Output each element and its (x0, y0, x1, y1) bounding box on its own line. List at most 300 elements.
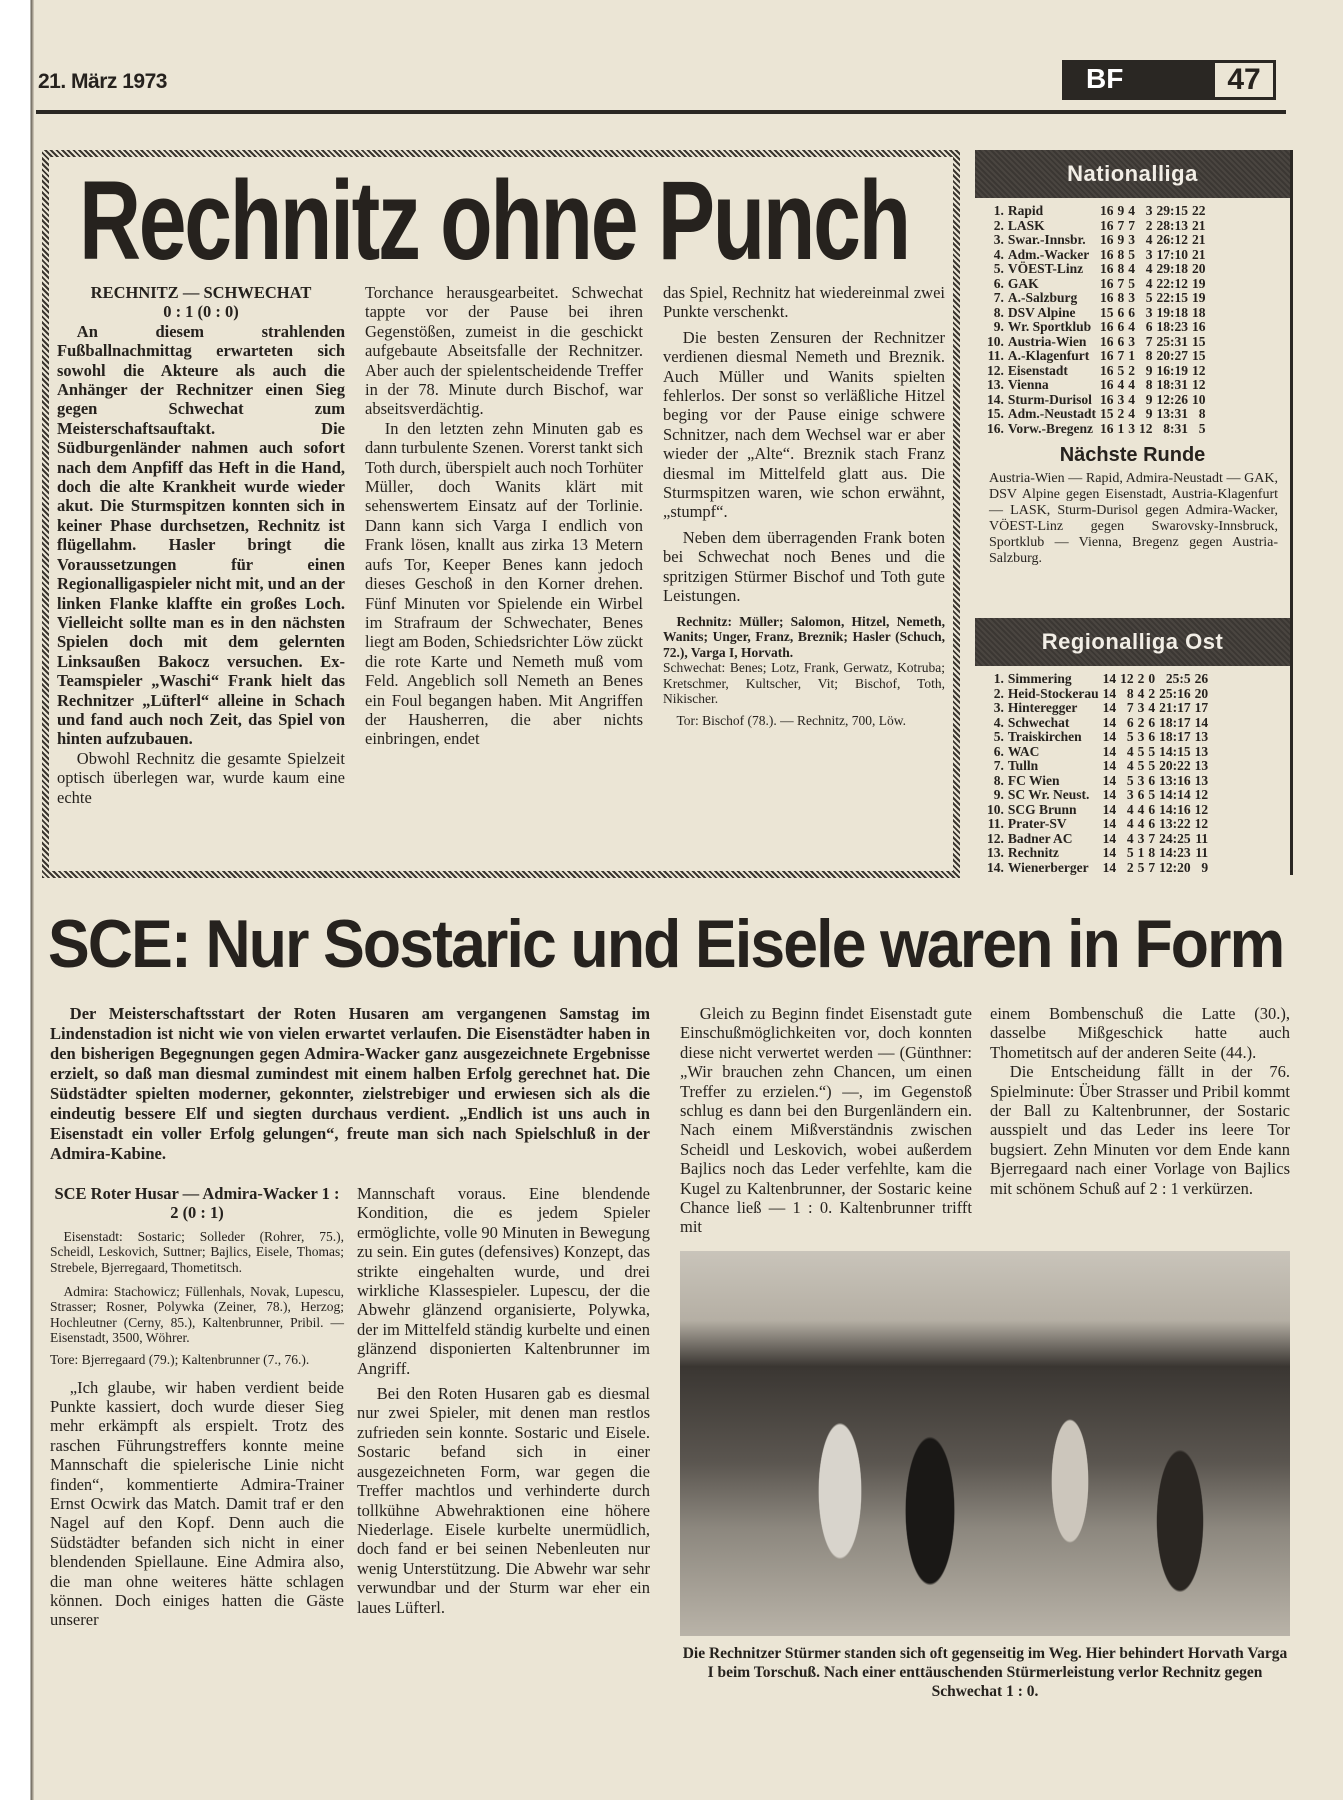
lineup-rechnitz: Rechnitz: Müller; Salomon, Hitzel, Nemeth, Wanits; Unger, Franz, Breznik; Hasler (Schuch, 72.), Varga I, Horvath. (663, 613, 945, 660)
page-body (0, 150, 1343, 1701)
won-cell: 5 (1126, 729, 1134, 744)
standings-row (985, 774, 1210, 789)
standings-row (985, 248, 1208, 263)
team-cell: Heid-Stockerau (1007, 685, 1099, 701)
played-cell: 14 (1102, 729, 1117, 744)
drawn-cell: 3 (1128, 420, 1136, 436)
won-cell: 5 (1126, 772, 1134, 788)
rank-cell: 4. (993, 714, 1004, 730)
drawn-cell: 5 (1137, 758, 1145, 773)
drawn-cell: 1 (1137, 845, 1145, 860)
drawn-cell: 5 (1137, 743, 1145, 759)
rank-cell: 14. (987, 859, 1004, 875)
lost-cell: 4 (1145, 261, 1153, 276)
points-cell: 8 (1198, 406, 1206, 421)
goals-cell: 26:12 (1156, 232, 1189, 247)
lost-cell: 6 (1148, 714, 1156, 730)
standings-row (985, 788, 1210, 803)
team-cell: Rechnitz (1007, 845, 1059, 860)
regionalliga-standings (975, 618, 1293, 875)
drawn-cell: 3 (1137, 729, 1145, 744)
team-cell: SCG Brunn (1007, 801, 1077, 817)
goals-cell: 20:22 (1159, 758, 1191, 773)
paragraph: Bei den Roten Husaren gab es diesmal nur zwei Spieler, mit denen man restlos zufrieden sein konnte. Sostaric und Eisele. Sostaric befand sich in einer ausgezeichneten Form, war gegen die Treffer machtlos und verhinderte durch tollkühne Abwehraktionen eine höhere Niederlage. Eisele kurbelte unermüdlich, doch fand er bei seinen Nebenleuten nur wenig Unterstützung. Die Abwehr war sehr verwundbar und der Sturm war eher ein laues Lüfterl. (357, 1384, 650, 1617)
drawn-cell: 6 (1137, 787, 1145, 802)
team-cell: WAC (1007, 743, 1040, 759)
rank-cell: 4. (993, 246, 1004, 262)
rank-cell: 1. (993, 203, 1004, 218)
played-cell: 16 (1100, 290, 1114, 305)
lost-cell: 2 (1145, 217, 1153, 233)
points-cell: 12 (1194, 816, 1209, 831)
rank-cell: 8. (993, 772, 1004, 788)
played-cell: 14 (1102, 743, 1117, 759)
page-number: 47 (1212, 60, 1276, 100)
team-cell: Badner AC (1007, 830, 1073, 846)
paragraph: In den letzten zehn Minuten gab es dann turbulente Szenen. Vorerst tankt sich Toth durch, überspielt auch noch Torhüter Müller, doch Wanits klärt mit sehenswertem Einsatz auf der Torlinie. Dann kann sich Varga I endlich von Frank lösen, knallt aus zirka 13 Metern aufs Tor, Keeper Benes kann jedoch dieses Geschoß in den Korner drehen. Fünf Minuten vor Spielende ein Wirbel im Strafraum der Schwechater, Benes liegt am Boden, Schiedsrichter Löw zückt die rote Karte und Nemeth muß vom Feld. Angeblich soll Nemeth an Benes ein Foul begangen haben. Mit Angriffen der Hausherren, die aber nichts einbringen, endet (365, 418, 643, 749)
standings-row (985, 422, 1208, 437)
standings-row (985, 320, 1208, 335)
played-cell: 16 (1100, 420, 1114, 436)
lost-cell: 9 (1145, 406, 1153, 421)
team-cell: LASK (1007, 217, 1045, 233)
goals-cell: 17:10 (1156, 246, 1189, 262)
team-cell: Wienerberger (1007, 859, 1089, 875)
standings-row (985, 730, 1210, 745)
played-cell: 16 (1100, 217, 1114, 233)
standings-row (985, 364, 1208, 379)
won-cell: 4 (1126, 801, 1134, 817)
goals-cell: 12:26 (1156, 391, 1189, 407)
rank-cell: 13. (987, 845, 1004, 860)
points-cell: 21 (1192, 246, 1206, 262)
played-cell: 16 (1100, 391, 1114, 407)
played-cell: 14 (1102, 671, 1117, 686)
goals-cell: 25:5 (1165, 671, 1191, 686)
article-headline: Rechnitz ohne Punch (79, 158, 909, 283)
played-cell: 16 (1100, 362, 1114, 378)
next-round-title: Nächste Runde (1059, 444, 1206, 466)
points-cell: 13 (1194, 758, 1209, 773)
lost-cell: 3 (1145, 304, 1153, 320)
won-cell: 5 (1117, 362, 1125, 378)
lost-cell: 6 (1145, 319, 1153, 334)
article-column-3 (663, 283, 945, 729)
points-cell: 12 (1192, 362, 1206, 378)
standings-row (985, 378, 1208, 393)
article-headline-2: SCE: Nur Sostaric und Eisele waren in Form (48, 906, 1284, 982)
lost-cell: 3 (1145, 246, 1153, 262)
drawn-cell: 4 (1128, 406, 1136, 421)
rank-cell: 2. (993, 685, 1004, 701)
paragraph: Gleich zu Beginn findet Eisenstadt gute Einschußmöglichkeiten vor, doch konnten diese nicht verwertet werden — (Günthner: „Wir brauchen zehn Chancen, um einen Treffer zu erzielen.“) —, im Gegenstoß schlug es dann bei den Burgenländern ein. Nach einem Mißverständnis zwischen Scheidl und Leskovich, wobei außerdem Bajlics noch das Leder verfehlte, kam die Kugel zu Kaltenbrunner, der Sostaric keine Chance ließ — 1 : 0. Kaltenbrunner trifft mit (680, 1004, 972, 1237)
won-cell: 6 (1117, 319, 1125, 334)
standings-row (985, 846, 1210, 861)
standings-row (985, 349, 1208, 364)
won-cell: 3 (1117, 391, 1125, 407)
points-cell: 12 (1194, 787, 1209, 802)
standings-row (985, 701, 1210, 716)
won-cell: 2 (1117, 406, 1125, 421)
goals-info: Tor: Bischof (78.). — Rechnitz, 700, Löw. (676, 713, 907, 729)
rank-cell: 12. (987, 362, 1004, 378)
goals-cell: 20:27 (1156, 348, 1189, 363)
lost-cell: 6 (1148, 772, 1156, 788)
points-cell: 13 (1194, 772, 1209, 788)
won-cell: 7 (1117, 348, 1125, 363)
won-cell: 7 (1117, 275, 1125, 291)
won-cell: 8 (1117, 261, 1125, 276)
points-cell: 20 (1194, 685, 1209, 701)
team-cell: Swar.-Innsbr. (1007, 232, 1086, 247)
goals-cell: 14:15 (1159, 743, 1191, 759)
lineup-schwechat: Schwechat: Benes; Lotz, Frank, Gerwatz, Kotruba; Kretschmer, Kultscher, Vit; Bischof, Toth, Nikischer. (663, 660, 945, 707)
rank-cell: 14. (987, 391, 1004, 407)
points-cell: 19 (1192, 290, 1206, 305)
paragraph: Mannschaft voraus. Eine blendende Kondition, die es jedem Spieler ermöglichte, volle 90 Minuten in Bewegung zu sein. Ein gutes (defensives) Konzept, das strikte eingehalten wurde, und drei wirkliche Klassespieler. Lupescu, der die Abwehr glänzend organisierte, Polywka, der im Mittelfeld ständig kurbelte und einen glänzend disponierten Kaltenbrunner im Angriff. (357, 1184, 650, 1378)
lost-cell: 6 (1148, 816, 1156, 831)
drawn-cell: 3 (1128, 290, 1136, 305)
lost-cell: 4 (1148, 700, 1156, 715)
won-cell: 6 (1117, 304, 1125, 320)
lost-cell: 5 (1148, 787, 1156, 802)
bottom-section (0, 1004, 1343, 1701)
drawn-cell: 2 (1128, 362, 1136, 378)
played-cell: 14 (1102, 801, 1117, 817)
won-cell: 6 (1126, 714, 1134, 730)
rank-cell: 6. (993, 275, 1004, 291)
points-cell: 5 (1198, 420, 1206, 436)
drawn-cell: 4 (1137, 801, 1145, 817)
standings-sidebar (975, 150, 1293, 875)
team-cell: VÖEST-Linz (1007, 261, 1084, 276)
standings-row (985, 407, 1208, 422)
rank-cell: 9. (993, 787, 1004, 802)
goals-cell: 18:17 (1159, 714, 1191, 730)
rank-cell: 11. (987, 816, 1004, 831)
goals-cell: 18:17 (1159, 729, 1191, 744)
won-cell: 2 (1126, 859, 1134, 875)
goals-cell: 21:17 (1159, 700, 1191, 715)
team-cell: Sturm-Durisol (1007, 391, 1092, 407)
paragraph: Torchance herausgearbeitet. Schwechat tappte vor der Pause bei ihren Gegenstößen, zumeist in die geschickt aufgebaute Abseitsfalle der Rechnitzer. Aber auch der spielentscheidende Treffer in der 78. Minute durch Bischof, war abseitsverdächtig. (365, 283, 643, 419)
rank-cell: 2. (993, 217, 1004, 233)
rank-cell: 5. (993, 261, 1004, 276)
rank-cell: 9. (993, 319, 1004, 334)
lost-cell: 7 (1145, 333, 1153, 349)
goals-cell: 12:20 (1159, 859, 1191, 875)
lineup-admira: Admira: Stachowicz; Füllenhals, Novak, Lupescu, Strasser; Rosner, Polywka (Zeiner, 78.), Herzog; Hochleutner (Cerny, 85.), Kaltenbrunner, Pribil. — Eisenstadt, 3500, Wöhrer. (50, 1283, 344, 1346)
drawn-cell: 2 (1137, 714, 1145, 730)
rank-cell: 7. (993, 290, 1004, 305)
rank-cell: 1. (993, 671, 1004, 686)
played-cell: 14 (1102, 845, 1117, 860)
article2-intro (50, 1004, 650, 1164)
nationalliga-standings (975, 150, 1293, 618)
goals-cell: 16:19 (1156, 362, 1189, 378)
played-cell: 16 (1100, 275, 1114, 291)
drawn-cell: 3 (1137, 772, 1145, 788)
team-cell: Rapid (1007, 203, 1044, 218)
match-title: SCE Roter Husar — Admira-Wacker 1 : 2 (0 : 1) (54, 1184, 340, 1223)
rank-cell: 6. (993, 743, 1004, 759)
standings-row (985, 393, 1208, 408)
rank-cell: 5. (993, 729, 1004, 744)
drawn-cell: 3 (1137, 830, 1145, 846)
goals-cell: 14:23 (1159, 845, 1191, 860)
paragraph: Neben dem überragenden Frank boten bei Schwechat noch Benes und die spritzigen Stürmer Bischof und Toth gute Leistungen. (663, 527, 945, 606)
points-cell: 26 (1194, 671, 1209, 686)
points-cell: 15 (1192, 348, 1206, 363)
drawn-cell: 5 (1128, 275, 1136, 291)
header-rule (36, 110, 1286, 114)
drawn-cell: 4 (1128, 391, 1136, 407)
team-cell: Tulln (1007, 758, 1039, 773)
points-cell: 14 (1194, 714, 1209, 730)
drawn-cell: 3 (1128, 232, 1136, 247)
article-rechnitz-box (42, 150, 960, 878)
lost-cell: 4 (1145, 275, 1153, 291)
played-cell: 16 (1100, 261, 1114, 276)
played-cell: 14 (1102, 859, 1117, 875)
played-cell: 14 (1102, 758, 1117, 773)
standings-row (985, 832, 1210, 847)
drawn-cell: 4 (1128, 203, 1136, 218)
won-cell: 4 (1126, 830, 1134, 846)
standings-row (985, 306, 1208, 321)
team-cell: Vorw.-Bregenz (1007, 420, 1093, 436)
lost-cell: 5 (1145, 290, 1153, 305)
won-cell: 4 (1117, 377, 1125, 392)
drawn-cell: 5 (1137, 859, 1145, 875)
team-cell: Adm.-Neustadt (1007, 406, 1097, 421)
standings-row (985, 716, 1210, 731)
standings-row (985, 861, 1210, 876)
team-cell: Adm.-Wacker (1007, 246, 1090, 262)
played-cell: 16 (1100, 348, 1114, 363)
team-cell: FC Wien (1007, 772, 1060, 788)
points-cell: 15 (1192, 333, 1206, 349)
goals-cell: 19:18 (1156, 304, 1189, 320)
lost-cell: 7 (1148, 830, 1156, 846)
points-cell: 17 (1194, 700, 1209, 715)
lost-cell: 8 (1145, 377, 1153, 392)
points-cell: 22 (1192, 203, 1206, 218)
played-cell: 16 (1100, 319, 1114, 334)
paragraph: einem Bombenschuß die Latte (30.), dasselbe Mißgeschick hatte auch Thometitsch auf der anderen Seite (44.). (990, 1004, 1290, 1062)
goals-cell: 14:14 (1159, 787, 1191, 802)
goals-cell: 25:16 (1159, 685, 1191, 701)
team-cell: Prater-SV (1007, 816, 1067, 831)
lost-cell: 7 (1148, 859, 1156, 875)
next-round-fixtures: Austria-Wien — Rapid, Admira-Neustadt — GAK, DSV Alpine gegen Eisenstadt, Austria-Klagenfurt — LASK, Sturm-Durisol gegen Admira-Wacker, VÖEST-Linz gegen Swarovsky-Innsbruck, Sportklub — Vienna, Bregenz gegen Austria-Salzburg. (989, 471, 1278, 566)
article2-column-a (50, 1184, 344, 1630)
paragraph: Die besten Zensuren der Rechnitzer verdienen diesmal Nemeth und Breznik. Auch Müller und Wanits spielten fehlerlos. Der sonst so verläßliche Hitzel beging vor der Pause einige schwere Schnitzer, nach dem Wechsel war er aber wieder der „Alte“. Breznik stach Franz diesmal im Mittelfeld glatt aus. Die Sturmspitzen waren, wie schon erwähnt, „stumpf“. (663, 327, 945, 522)
points-cell: 13 (1194, 729, 1209, 744)
team-cell: DSV Alpine (1007, 304, 1076, 320)
played-cell: 16 (1100, 232, 1114, 247)
lost-cell: 9 (1145, 391, 1153, 407)
standings-row (985, 277, 1208, 292)
paragraph: Die Entscheidung fällt in der 76. Spielminute: Über Strasser und Pribil kommt der Ball zu Kaltenbrunner, der Sostaric ausspielt und das Leder ins leere Tor bugsiert. Zehn Minuten vor dem Ende kann Bjerregaard nach einer Vorlage von Bajlics mit schönem Schuß auf 2 : 1 verkürzen. (990, 1062, 1290, 1198)
played-cell: 14 (1102, 714, 1117, 730)
rank-cell: 8. (993, 304, 1004, 320)
points-cell: 20 (1192, 261, 1206, 276)
won-cell: 4 (1126, 758, 1134, 773)
team-cell: GAK (1007, 275, 1039, 291)
rank-cell: 3. (993, 700, 1004, 715)
lost-cell: 9 (1145, 362, 1153, 378)
standings-row (985, 219, 1208, 234)
article2-column-b (357, 1184, 650, 1617)
played-cell: 14 (1102, 685, 1117, 701)
lost-cell: 5 (1148, 758, 1156, 773)
rank-cell: 3. (993, 232, 1004, 247)
won-cell: 9 (1117, 232, 1125, 247)
points-cell: 10 (1192, 391, 1206, 407)
top-section (0, 150, 1343, 878)
nationalliga-banner: Nationalliga (975, 150, 1290, 198)
regionalliga-banner: Regionalliga Ost (975, 618, 1290, 666)
drawn-cell: 1 (1128, 348, 1136, 363)
points-cell: 12 (1194, 801, 1209, 817)
team-cell: Vienna (1007, 377, 1049, 392)
drawn-cell: 4 (1128, 319, 1136, 334)
standings-row (985, 291, 1208, 306)
won-cell: 1 (1117, 420, 1125, 436)
won-cell: 12 (1120, 671, 1134, 686)
team-cell: SC Wr. Neust. (1007, 787, 1090, 802)
article2-column-c (680, 1004, 972, 1237)
rank-cell: 10. (987, 333, 1004, 349)
team-cell: Austria-Wien (1007, 333, 1087, 349)
points-cell: 21 (1192, 217, 1206, 233)
drawn-cell: 4 (1137, 816, 1145, 831)
lineup-eisenstadt: Eisenstadt: Sostaric; Solleder (Rohrer, 75.), Scheidl, Leskovich, Suttner; Bajlics, Eisele, Thomas; Strebele, Bjerregaard, Thometitsch. (50, 1228, 344, 1275)
lost-cell: 3 (1145, 203, 1153, 218)
article2-column-d (990, 1004, 1290, 1198)
drawn-cell: 4 (1128, 261, 1136, 276)
paragraph: das Spiel, Rechnitz hat wiedereinmal zwei Punkte verschenkt. (663, 283, 945, 322)
standings-row (985, 233, 1208, 248)
goals-cell: 25:31 (1156, 333, 1189, 349)
lost-cell: 12 (1139, 420, 1153, 436)
goals-cell: 24:25 (1159, 830, 1191, 846)
article-column-2 (365, 283, 643, 749)
drawn-cell: 3 (1137, 700, 1145, 715)
rank-cell: 13. (987, 377, 1004, 392)
lost-cell: 2 (1148, 685, 1156, 701)
match-photo (680, 1251, 1290, 1636)
points-cell: 12 (1192, 377, 1206, 392)
team-cell: Schwechat (1007, 714, 1070, 730)
won-cell: 6 (1117, 333, 1125, 349)
rank-cell: 10. (987, 801, 1004, 817)
standings-row (985, 745, 1210, 760)
lost-cell: 0 (1148, 671, 1156, 686)
goals-cell: 18:23 (1156, 319, 1189, 334)
points-cell: 18 (1192, 304, 1206, 320)
paragraph: „Ich glaube, wir haben verdient beide Punkte kassiert, doch wurde dieser Sieg mehr erkämpft als erspielt. Trotz des raschen Führungstreffers konnte meine Mannschaft die spielerische Linie nicht finden“, kommentierte Admira-Trainer Ernst Ocwirk das Match. Damit traf er den Nagel auf den Kopf. Denn auch die Südstädter befanden sich nicht in einer blendenden Spiellaune. Eine Admira also, die man ohne weiteres hätte schlagen können. Doch einiges hatten die Gäste unserer (50, 1377, 344, 1630)
lost-cell: 4 (1145, 232, 1153, 247)
goals-cell: 8:31 (1163, 420, 1189, 436)
goals-cell: 29:15 (1156, 203, 1189, 218)
lost-cell: 8 (1145, 348, 1153, 363)
photo-caption: Die Rechnitzer Stürmer standen sich oft gegenseitig im Weg. Hier behindert Horvath Varga I beim Torschuß. Nach einer enttäuschenden Stürmerleistung verlor Rechnitz gegen Schwechat 1 : 0. (682, 1644, 1288, 1700)
rank-cell: 7. (993, 758, 1004, 773)
nationalliga-table (985, 204, 1208, 436)
played-cell: 16 (1100, 333, 1114, 349)
standings-row (985, 687, 1210, 702)
points-cell: 13 (1194, 743, 1209, 759)
team-cell: Simmering (1007, 671, 1072, 686)
goals-cell: 29:18 (1156, 261, 1189, 276)
team-cell: Eisenstadt (1007, 362, 1068, 378)
won-cell: 7 (1117, 217, 1125, 233)
played-cell: 14 (1102, 700, 1117, 715)
lost-cell: 6 (1148, 801, 1156, 817)
regionalliga-table (985, 672, 1210, 875)
rank-cell: 12. (987, 830, 1004, 846)
played-cell: 16 (1100, 377, 1114, 392)
goals-cell: 28:13 (1156, 217, 1189, 233)
rank-cell: 16. (987, 420, 1004, 436)
standings-row (985, 672, 1210, 687)
issue-date: 21. März 1973 (38, 70, 167, 93)
played-cell: 15 (1100, 406, 1114, 421)
won-cell: 7 (1126, 700, 1134, 715)
drawn-cell: 4 (1128, 377, 1136, 392)
rank-cell: 11. (987, 348, 1004, 363)
drawn-cell: 4 (1137, 685, 1145, 701)
won-cell: 3 (1126, 787, 1134, 802)
played-cell: 14 (1102, 830, 1117, 846)
won-cell: 9 (1117, 203, 1125, 218)
won-cell: 8 (1126, 685, 1134, 701)
goals-cell: 13:22 (1159, 816, 1191, 831)
drawn-cell: 5 (1128, 246, 1136, 262)
won-cell: 5 (1126, 845, 1134, 860)
goals-cell: 22:12 (1156, 275, 1189, 291)
played-cell: 15 (1100, 304, 1114, 320)
points-cell: 11 (1195, 830, 1209, 846)
goals-info: Tore: Bjerregaard (79.); Kaltenbrunner (7., 76.). (50, 1351, 310, 1367)
points-cell: 11 (1195, 845, 1209, 860)
lost-cell: 6 (1148, 729, 1156, 744)
won-cell: 4 (1126, 816, 1134, 831)
team-cell: A.-Klagenfurt (1007, 348, 1090, 363)
won-cell: 8 (1117, 290, 1125, 305)
goals-cell: 13:16 (1159, 772, 1191, 788)
standings-row (985, 335, 1208, 350)
goals-cell: 13:31 (1156, 406, 1189, 421)
team-cell: Wr. Sportklub (1007, 319, 1092, 334)
article-column-1 (57, 283, 345, 807)
standings-row (985, 817, 1210, 832)
intro-paragraph: Der Meisterschaftsstart der Roten Husaren am vergangenen Samstag im Lindenstadion ist nicht wie von vielen erwartet verlaufen. Die Eisenstädter haben in den bisherigen Begegnungen gegen Admira-Wacker ganz ausgezeichnete Ergebnisse erzielt, so daß man diesmal zumindest mit einem halben Erfolg gerechnet hat. Die Südstädter spielten moderner, gekonnter, zielstrebiger und erwiesen sich als die eindeutig bessere Elf und siegten durchaus verdient. „Endlich ist uns auch in Eisenstadt ein voller Erfolg gelungen“, freute man sich nach Spielschluß in der Admira-Kabine. (50, 1004, 650, 1163)
team-cell: Traiskirchen (1007, 729, 1082, 744)
played-cell: 14 (1102, 772, 1117, 788)
played-cell: 16 (1100, 203, 1114, 218)
drawn-cell: 3 (1128, 333, 1136, 349)
points-cell: 16 (1192, 319, 1206, 334)
played-cell: 14 (1102, 816, 1117, 831)
match-title: RECHNITZ — SCHWECHAT (90, 283, 312, 302)
goals-cell: 14:16 (1159, 801, 1191, 817)
lost-cell: 8 (1148, 845, 1156, 860)
lost-cell: 5 (1148, 743, 1156, 759)
won-cell: 8 (1117, 246, 1125, 262)
